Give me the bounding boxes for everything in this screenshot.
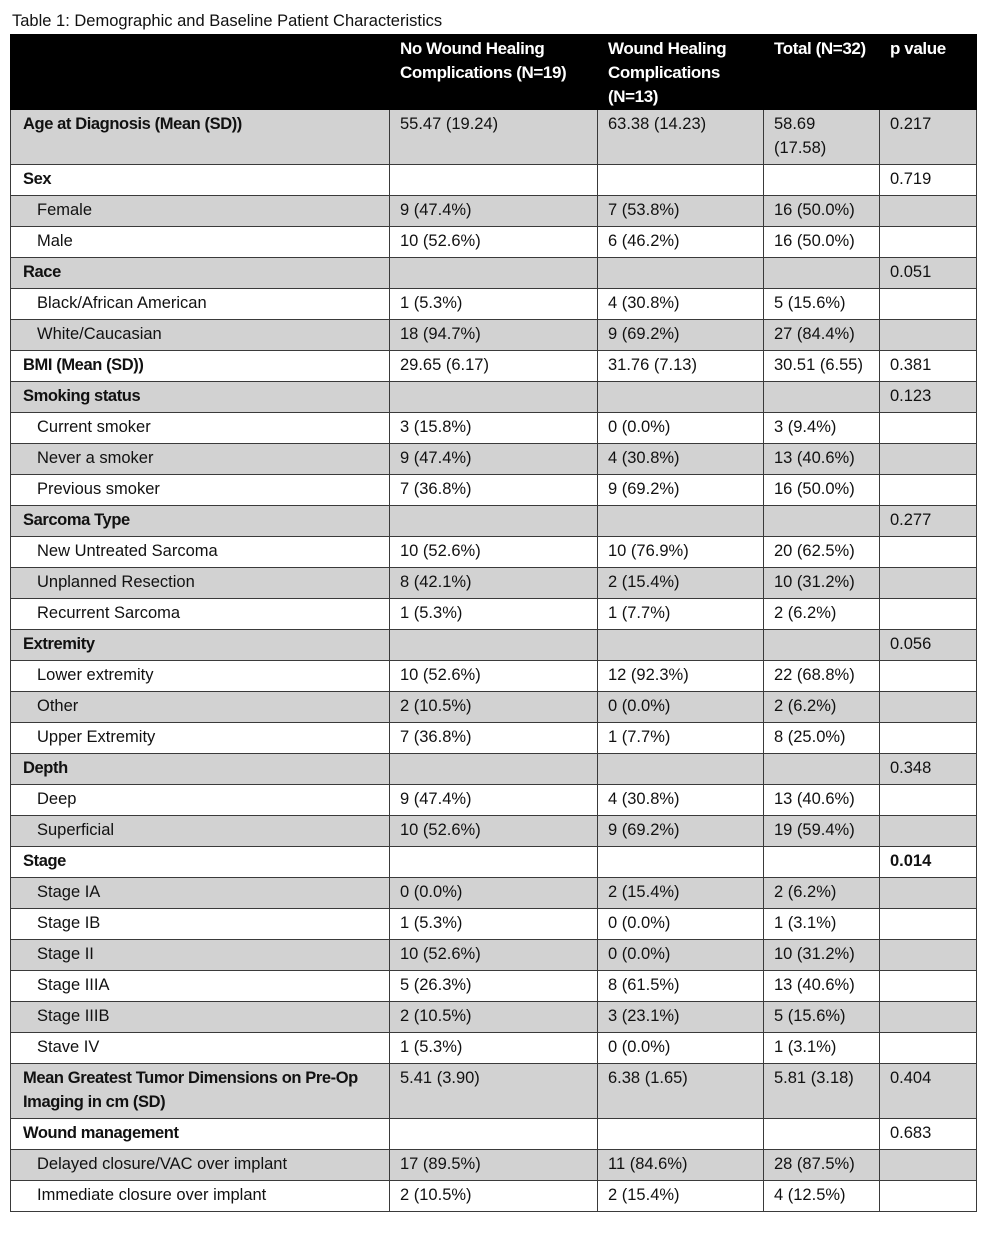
table-row: [11, 661, 977, 692]
cell-p-value: 0.348: [880, 754, 977, 785]
cell-complications: 9 (69.2%): [598, 320, 764, 351]
cell-p-value: [880, 940, 977, 971]
cell-total: 3 (9.4%): [764, 413, 880, 444]
table-row: [11, 1181, 977, 1212]
cell-p-value: 0.051: [880, 258, 977, 289]
row-label: Deep: [11, 785, 390, 816]
row-label: New Untreated Sarcoma: [11, 537, 390, 568]
cell-no-complications: 55.47 (19.24): [390, 110, 598, 165]
cell-total: [764, 165, 880, 196]
cell-total: 20 (62.5%): [764, 537, 880, 568]
cell-total: [764, 847, 880, 878]
cell-no-complications: 5 (26.3%): [390, 971, 598, 1002]
cell-complications: 7 (53.8%): [598, 196, 764, 227]
cell-total: 19 (59.4%): [764, 816, 880, 847]
cell-total: 1 (3.1%): [764, 909, 880, 940]
cell-complications: [598, 1119, 764, 1150]
cell-no-complications: 1 (5.3%): [390, 289, 598, 320]
table-body: [11, 110, 977, 1212]
cell-no-complications: 18 (94.7%): [390, 320, 598, 351]
cell-p-value: [880, 692, 977, 723]
table-row: [11, 723, 977, 754]
row-label: Never a smoker: [11, 444, 390, 475]
cell-p-value: [880, 785, 977, 816]
row-label: Immediate closure over implant: [11, 1181, 390, 1212]
cell-no-complications: 29.65 (6.17): [390, 351, 598, 382]
row-label: Upper Extremity: [11, 723, 390, 754]
cell-p-value: [880, 320, 977, 351]
cell-complications: 6 (46.2%): [598, 227, 764, 258]
row-label: Lower extremity: [11, 661, 390, 692]
cell-p-value: 0.056: [880, 630, 977, 661]
row-group-label: Mean Greatest Tumor Dimensions on Pre-Op Imaging in cm (SD): [11, 1064, 390, 1119]
cell-no-complications: 2 (10.5%): [390, 692, 598, 723]
cell-p-value: 0.381: [880, 351, 977, 382]
cell-no-complications: 10 (52.6%): [390, 537, 598, 568]
cell-no-complications: 5.41 (3.90): [390, 1064, 598, 1119]
column-header-no-complications: No Wound Healing Complications (N=19): [390, 35, 598, 110]
cell-complications: 1 (7.7%): [598, 723, 764, 754]
cell-total: 16 (50.0%): [764, 196, 880, 227]
cell-total: 5.81 (3.18): [764, 1064, 880, 1119]
row-label: Current smoker: [11, 413, 390, 444]
table-row: [11, 258, 977, 289]
cell-total: 8 (25.0%): [764, 723, 880, 754]
cell-complications: 1 (7.7%): [598, 599, 764, 630]
cell-p-value: [880, 475, 977, 506]
row-label: Male: [11, 227, 390, 258]
row-label: Other: [11, 692, 390, 723]
row-group-label: Sarcoma Type: [11, 506, 390, 537]
table-row: [11, 878, 977, 909]
table-row: [11, 847, 977, 878]
cell-total: 16 (50.0%): [764, 227, 880, 258]
row-group-label: Age at Diagnosis (Mean (SD)): [11, 110, 390, 165]
table-row: [11, 289, 977, 320]
row-label: Stage IA: [11, 878, 390, 909]
cell-complications: 9 (69.2%): [598, 475, 764, 506]
table-row: [11, 816, 977, 847]
cell-no-complications: [390, 1119, 598, 1150]
cell-no-complications: 7 (36.8%): [390, 723, 598, 754]
cell-no-complications: 9 (47.4%): [390, 196, 598, 227]
cell-p-value: [880, 537, 977, 568]
cell-complications: [598, 258, 764, 289]
cell-p-value: [880, 723, 977, 754]
cell-p-value: 0.404: [880, 1064, 977, 1119]
cell-no-complications: [390, 165, 598, 196]
row-group-label: Race: [11, 258, 390, 289]
row-label: Stage IB: [11, 909, 390, 940]
cell-no-complications: 10 (52.6%): [390, 227, 598, 258]
table-row: [11, 382, 977, 413]
row-label: Recurrent Sarcoma: [11, 599, 390, 630]
table-header-row: [11, 35, 977, 110]
cell-complications: 0 (0.0%): [598, 909, 764, 940]
table-row: [11, 413, 977, 444]
table-row: [11, 599, 977, 630]
cell-complications: 2 (15.4%): [598, 568, 764, 599]
table-row: [11, 537, 977, 568]
cell-p-value: [880, 1033, 977, 1064]
cell-p-value: [880, 816, 977, 847]
cell-p-value: [880, 599, 977, 630]
row-label: Stage II: [11, 940, 390, 971]
column-header-characteristic: [11, 35, 390, 110]
row-group-label: Depth: [11, 754, 390, 785]
table-row: [11, 444, 977, 475]
cell-p-value: [880, 568, 977, 599]
cell-p-value: [880, 909, 977, 940]
cell-no-complications: 2 (10.5%): [390, 1181, 598, 1212]
cell-complications: [598, 630, 764, 661]
cell-complications: 2 (15.4%): [598, 1181, 764, 1212]
cell-p-value: 0.719: [880, 165, 977, 196]
row-label: Previous smoker: [11, 475, 390, 506]
cell-complications: 10 (76.9%): [598, 537, 764, 568]
row-group-label: Smoking status: [11, 382, 390, 413]
row-label: Superficial: [11, 816, 390, 847]
cell-total: 13 (40.6%): [764, 971, 880, 1002]
cell-complications: [598, 847, 764, 878]
cell-total: 5 (15.6%): [764, 1002, 880, 1033]
cell-total: 16 (50.0%): [764, 475, 880, 506]
cell-total: 2 (6.2%): [764, 692, 880, 723]
table-row: [11, 110, 977, 165]
cell-complications: 0 (0.0%): [598, 413, 764, 444]
cell-complications: 8 (61.5%): [598, 971, 764, 1002]
cell-no-complications: 7 (36.8%): [390, 475, 598, 506]
table-row: [11, 196, 977, 227]
row-label: Black/African American: [11, 289, 390, 320]
cell-no-complications: 2 (10.5%): [390, 1002, 598, 1033]
cell-no-complications: 17 (89.5%): [390, 1150, 598, 1181]
row-group-label: Extremity: [11, 630, 390, 661]
row-label: Unplanned Resection: [11, 568, 390, 599]
cell-complications: [598, 754, 764, 785]
cell-no-complications: 9 (47.4%): [390, 785, 598, 816]
cell-total: [764, 1119, 880, 1150]
table-row: [11, 940, 977, 971]
cell-total: 30.51 (6.55): [764, 351, 880, 382]
table-row: [11, 227, 977, 258]
cell-total: 2 (6.2%): [764, 599, 880, 630]
table-row: [11, 1064, 977, 1119]
cell-p-value: 0.277: [880, 506, 977, 537]
cell-p-value: [880, 227, 977, 258]
row-group-label: BMI (Mean (SD)): [11, 351, 390, 382]
table-row: [11, 506, 977, 537]
cell-total: [764, 382, 880, 413]
column-header-total: Total (N=32): [764, 35, 880, 110]
cell-complications: 4 (30.8%): [598, 444, 764, 475]
cell-complications: 3 (23.1%): [598, 1002, 764, 1033]
cell-total: 28 (87.5%): [764, 1150, 880, 1181]
table-row: [11, 475, 977, 506]
cell-p-value: [880, 413, 977, 444]
cell-total: [764, 506, 880, 537]
cell-p-value: 0.123: [880, 382, 977, 413]
cell-total: 13 (40.6%): [764, 444, 880, 475]
cell-total: 10 (31.2%): [764, 568, 880, 599]
cell-no-complications: 3 (15.8%): [390, 413, 598, 444]
cell-no-complications: 10 (52.6%): [390, 940, 598, 971]
table-row: [11, 1119, 977, 1150]
row-label: Stage IIIB: [11, 1002, 390, 1033]
row-group-label: Stage: [11, 847, 390, 878]
cell-p-value: [880, 1002, 977, 1033]
cell-no-complications: 0 (0.0%): [390, 878, 598, 909]
cell-no-complications: 9 (47.4%): [390, 444, 598, 475]
cell-p-value: 0.014: [880, 847, 977, 878]
cell-no-complications: 8 (42.1%): [390, 568, 598, 599]
row-label: Delayed closure/VAC over implant: [11, 1150, 390, 1181]
cell-no-complications: 10 (52.6%): [390, 661, 598, 692]
cell-complications: 9 (69.2%): [598, 816, 764, 847]
table-caption: Table 1: Demographic and Baseline Patient Characteristics: [12, 12, 443, 30]
cell-total: 5 (15.6%): [764, 289, 880, 320]
row-group-label: Sex: [11, 165, 390, 196]
cell-no-complications: 10 (52.6%): [390, 816, 598, 847]
cell-total: 58.69 (17.58): [764, 110, 880, 165]
cell-no-complications: 1 (5.3%): [390, 1033, 598, 1064]
cell-complications: 4 (30.8%): [598, 289, 764, 320]
cell-p-value: 0.217: [880, 110, 977, 165]
cell-p-value: [880, 196, 977, 227]
cell-no-complications: [390, 258, 598, 289]
cell-total: [764, 754, 880, 785]
cell-complications: 31.76 (7.13): [598, 351, 764, 382]
row-label: Stave IV: [11, 1033, 390, 1064]
cell-complications: 0 (0.0%): [598, 692, 764, 723]
table-row: [11, 568, 977, 599]
cell-complications: 2 (15.4%): [598, 878, 764, 909]
table-row: [11, 971, 977, 1002]
table-row: [11, 785, 977, 816]
cell-total: 1 (3.1%): [764, 1033, 880, 1064]
table-row: [11, 1002, 977, 1033]
column-header-p-value: p value: [880, 35, 977, 110]
cell-total: 27 (84.4%): [764, 320, 880, 351]
table-row: [11, 692, 977, 723]
cell-no-complications: [390, 630, 598, 661]
row-label: White/Caucasian: [11, 320, 390, 351]
cell-complications: [598, 506, 764, 537]
cell-complications: 6.38 (1.65): [598, 1064, 764, 1119]
cell-total: 10 (31.2%): [764, 940, 880, 971]
cell-p-value: [880, 878, 977, 909]
row-label: Female: [11, 196, 390, 227]
cell-complications: [598, 165, 764, 196]
cell-p-value: [880, 289, 977, 320]
table-row: [11, 165, 977, 196]
cell-complications: 11 (84.6%): [598, 1150, 764, 1181]
cell-p-value: [880, 661, 977, 692]
cell-p-value: [880, 1181, 977, 1212]
patient-characteristics-table: [10, 34, 977, 1212]
cell-complications: [598, 382, 764, 413]
cell-total: 22 (68.8%): [764, 661, 880, 692]
cell-no-complications: 1 (5.3%): [390, 599, 598, 630]
table-row: [11, 630, 977, 661]
cell-p-value: 0.683: [880, 1119, 977, 1150]
cell-total: 4 (12.5%): [764, 1181, 880, 1212]
cell-complications: 12 (92.3%): [598, 661, 764, 692]
cell-p-value: [880, 1150, 977, 1181]
table-row: [11, 351, 977, 382]
cell-total: [764, 258, 880, 289]
cell-no-complications: [390, 847, 598, 878]
column-header-complications: Wound Healing Complications (N=13): [598, 35, 764, 110]
table-row: [11, 909, 977, 940]
row-group-label: Wound management: [11, 1119, 390, 1150]
table-row: [11, 1033, 977, 1064]
table-row: [11, 754, 977, 785]
row-label: Stage IIIA: [11, 971, 390, 1002]
cell-no-complications: 1 (5.3%): [390, 909, 598, 940]
cell-complications: 0 (0.0%): [598, 1033, 764, 1064]
table-row: [11, 1150, 977, 1181]
cell-total: 2 (6.2%): [764, 878, 880, 909]
cell-total: 13 (40.6%): [764, 785, 880, 816]
cell-no-complications: [390, 506, 598, 537]
cell-complications: 0 (0.0%): [598, 940, 764, 971]
cell-complications: 63.38 (14.23): [598, 110, 764, 165]
cell-no-complications: [390, 382, 598, 413]
cell-total: [764, 630, 880, 661]
cell-p-value: [880, 971, 977, 1002]
table-row: [11, 320, 977, 351]
cell-complications: 4 (30.8%): [598, 785, 764, 816]
cell-p-value: [880, 444, 977, 475]
cell-no-complications: [390, 754, 598, 785]
